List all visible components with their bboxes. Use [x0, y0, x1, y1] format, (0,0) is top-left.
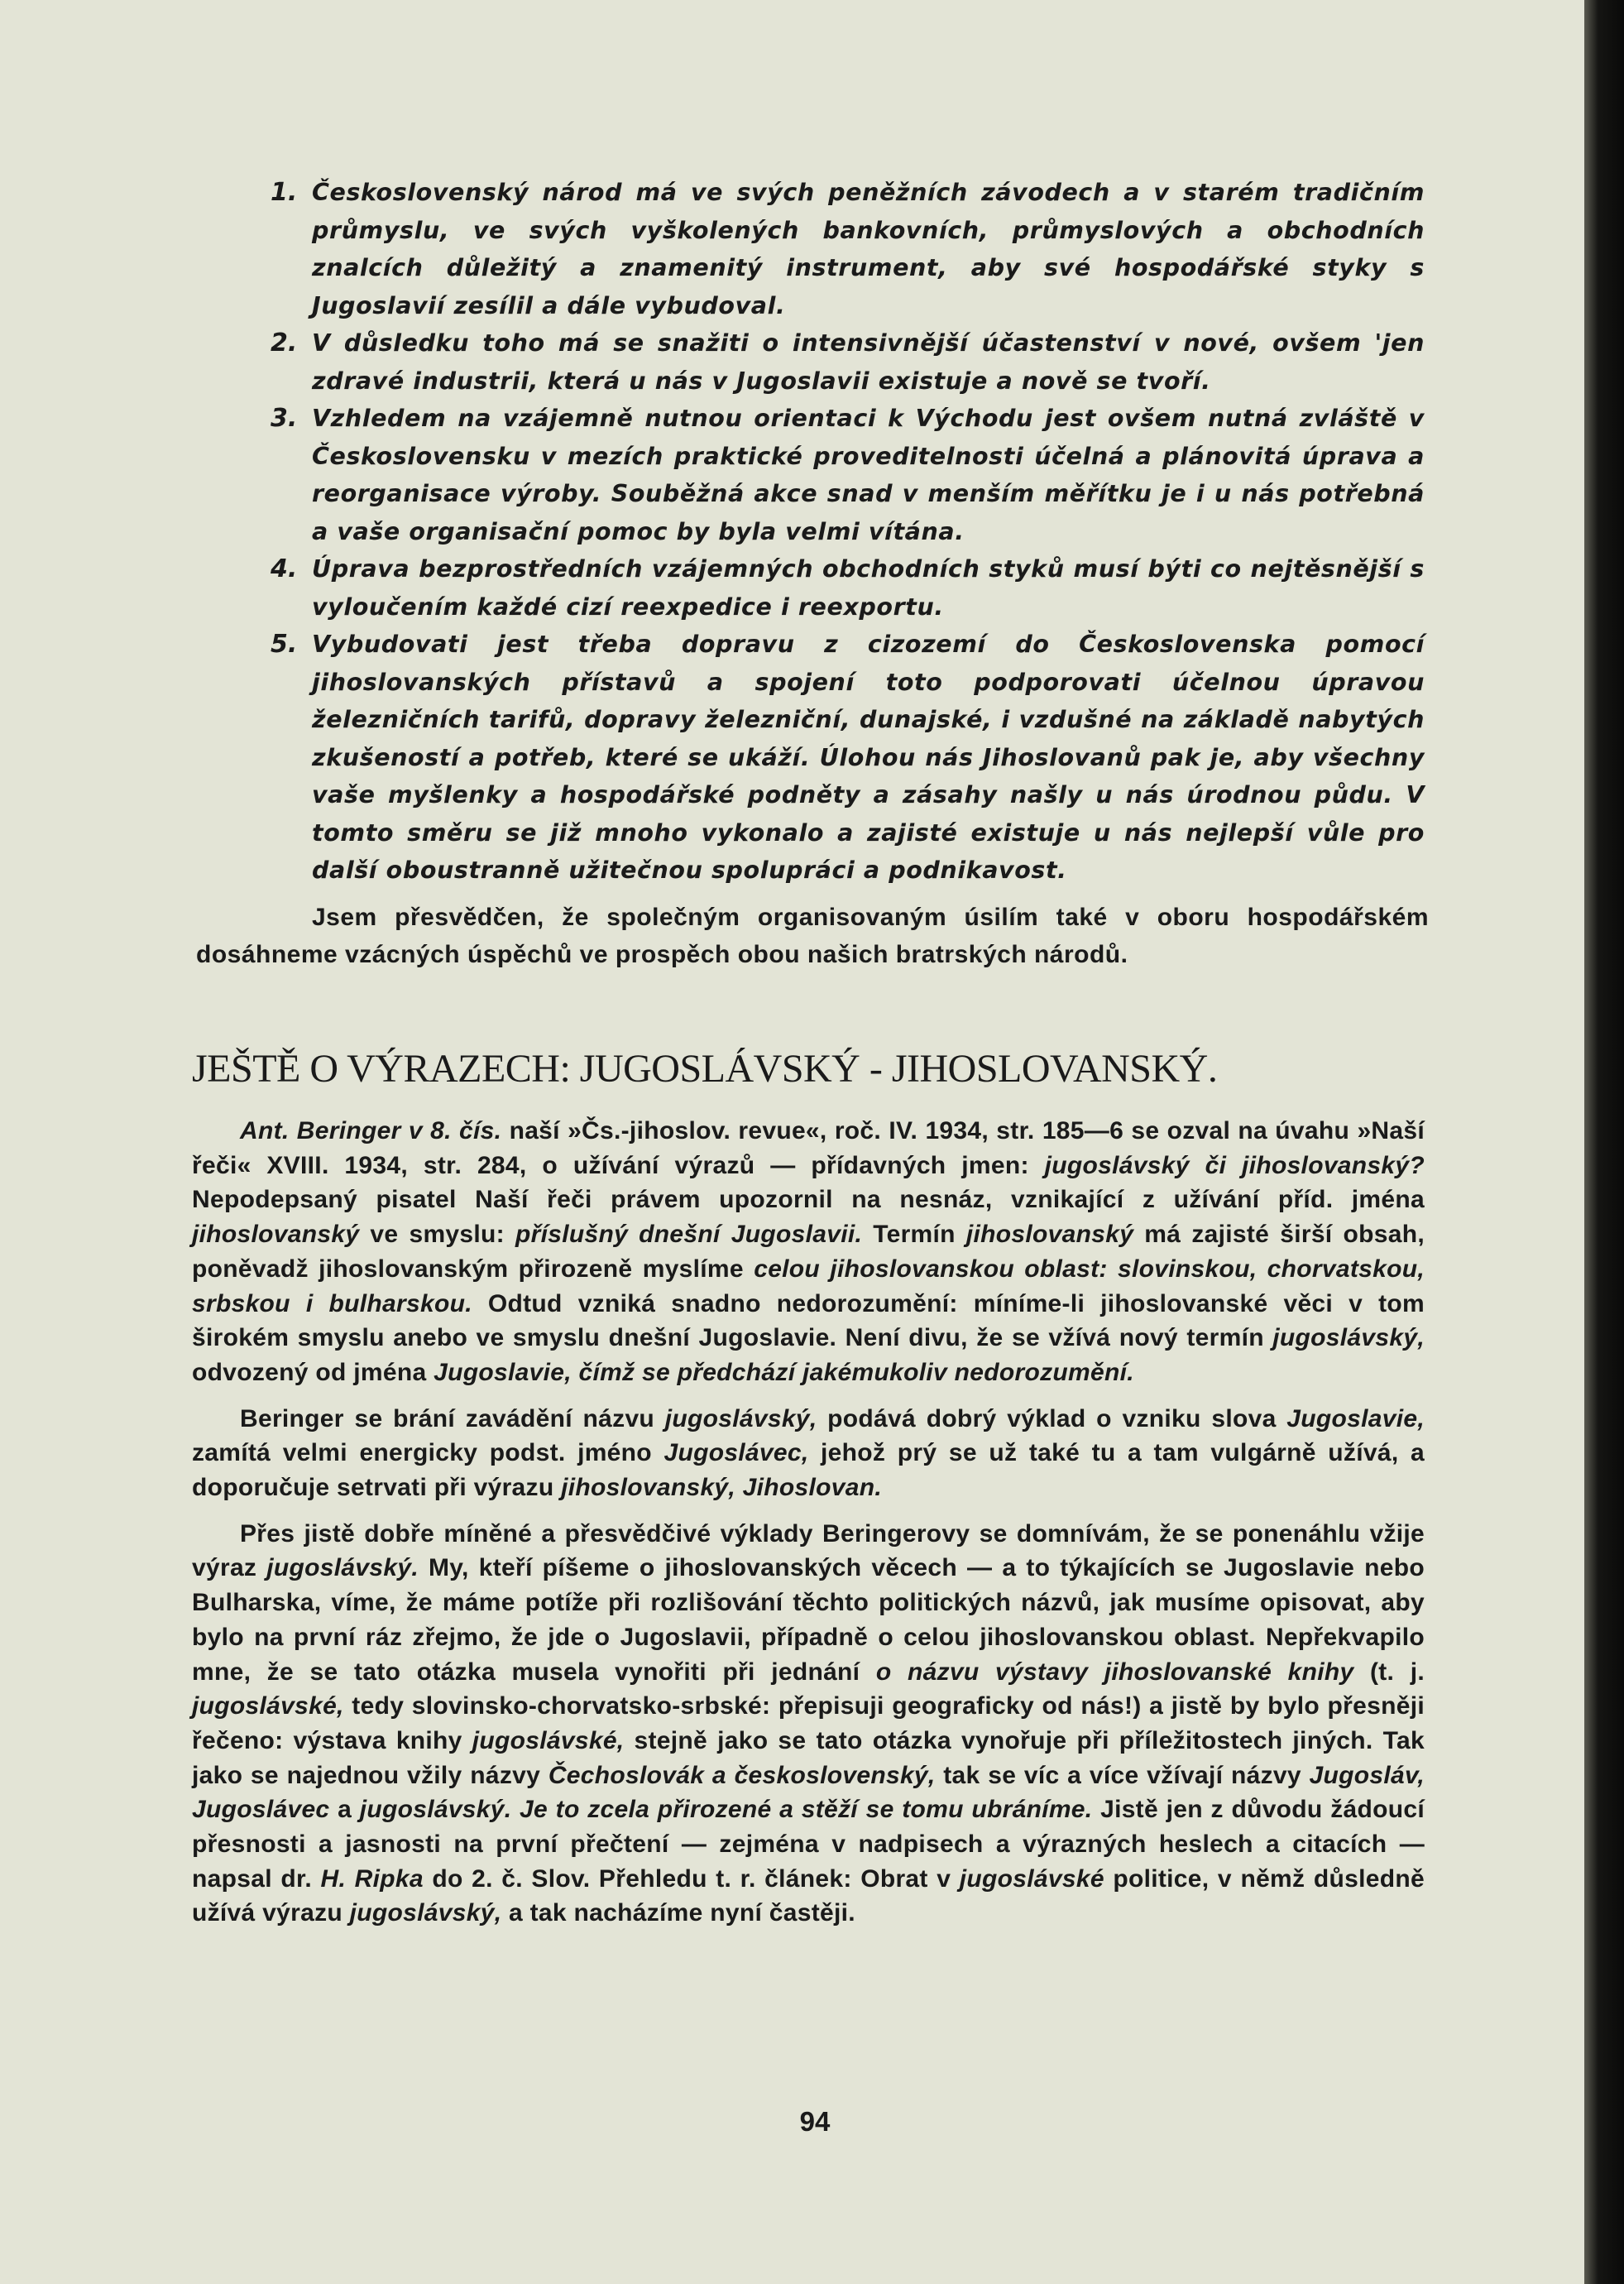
- text-run: (t. j.: [1353, 1658, 1425, 1686]
- text-run: Nepodepsaný pisatel Naší řeči právem upozornil na nesnáz, vznikající z užívání příd. jména: [192, 1186, 1425, 1214]
- italic-run: jugoslávský či jihoslovanský?: [1044, 1151, 1425, 1179]
- text-run: stejně jako se tato otázka vynořuje při příležitostech jiných. Tak jako se najednou vžily názvy: [192, 1726, 1425, 1789]
- list-item-number: 5.: [271, 630, 298, 659]
- numbered-list: [192, 174, 1425, 890]
- text-run: podává dobrý výklad o vzniku slova: [817, 1404, 1287, 1432]
- article-body: [192, 1114, 1425, 1942]
- closing-paragraph: Jsem přesvědčen, že společným organisovaným úsilím také v oboru hospodářském dosáhneme vzácných úspěchů ve prospěch obou našich bratrských národů.: [196, 904, 1429, 968]
- italic-run: celou jihoslovanskou oblast: slovinskou, chorvatskou, srbskou i bulharskou.: [192, 1255, 1425, 1317]
- italic-run: jugoslávský,: [349, 1899, 502, 1927]
- list-item: [192, 174, 1425, 324]
- article-paragraph: [192, 1402, 1425, 1505]
- page-number: 94: [799, 2106, 831, 2137]
- text-run: politice, v němž důsledně užívá výrazu: [192, 1864, 1425, 1927]
- article-title: JEŠTĚ O VÝRAZECH: JUGOSLÁVSKÝ - JIHOSLOVANSKÝ.: [192, 1047, 1218, 1091]
- text-run: Přes jistě dobře míněné a přesvědčivé výklady Beringerovy se domnívám, že se ponenáhlu vžije výraz: [192, 1519, 1425, 1582]
- list-item: [192, 324, 1425, 400]
- list-item-text: V důsledku toho má se snažiti o intensivnější účastenství v nové, ovšem 'jen zdravé industrii, která u nás v Jugoslavii existuje a nově se tvoří.: [312, 329, 1425, 395]
- text-run: My, kteří píšeme o jihoslovanských věcech — a to týkajících se Jugoslavie nebo Bulharska, víme, že máme potíže při rozlišování těchto politických názvů, jak musíme opisovat, aby bylo na první ráz zřejmo, že jde o Jugoslavii, případně o celou jihoslovanskou oblast. Nepřekvapilo mne, že se tato otázka musela vynořiti při jednání: [192, 1554, 1425, 1686]
- text-run: Beringer se brání zavádění názvu: [240, 1404, 665, 1432]
- list-item-number: 4.: [271, 554, 298, 583]
- italic-run: H. Ripka: [320, 1864, 424, 1893]
- italic-run: jugoslávské: [959, 1864, 1104, 1893]
- article-paragraph: [192, 1114, 1425, 1390]
- italic-run: jugoslávské,: [192, 1692, 344, 1720]
- italic-run: Jugoslavie,: [1286, 1404, 1425, 1432]
- italic-run: o názvu výstavy jihoslovanské knihy: [875, 1658, 1354, 1686]
- list-item-number: 2.: [271, 329, 298, 357]
- italic-run: jihoslovanský, Jihoslovan.: [561, 1474, 883, 1502]
- list-item-text: Československý národ má ve svých peněžních závodech a v starém tradičním průmyslu, ve svých vyškolených bankovních, průmyslových a obchodních znalcích důležitý a znamenitý instrument, aby své hospodářské styky s Jugoslavií zesílil a dále vybudoval.: [312, 179, 1425, 319]
- text-run: ve smyslu:: [359, 1221, 516, 1249]
- text-run: naší »Čs.-jihoslov. revue«, roč. IV. 1934, str. 185—6 se ozval na úvahu »Naší řeči« XVIII. 1934, str. 284, o užívání výrazů — přídavných jmen:: [192, 1117, 1425, 1179]
- text-run: Termín: [862, 1221, 966, 1249]
- italic-run: Ant. Beringer v 8. čís.: [240, 1117, 510, 1144]
- italic-run: jugoslávský.: [266, 1554, 419, 1582]
- text-run: jehož prý se už také tu a tam vulgárně užívá, a doporučuje setrvati při výrazu: [192, 1439, 1425, 1502]
- italic-run: jugoslávský. Je to zcela přirozené a stěží se tomu ubráníme.: [359, 1796, 1093, 1824]
- article-paragraph: [192, 1517, 1425, 1931]
- list-item: [192, 550, 1425, 626]
- text-run: tedy slovinsko-chorvatsko-srbské: přepisuji geograficky od nás!) a jistě by bylo přesněji řečeno: výstava knihy: [192, 1692, 1425, 1754]
- italic-run: jugoslávské,: [472, 1726, 625, 1754]
- italic-run: jihoslovanský: [965, 1221, 1134, 1249]
- list-item: [192, 626, 1425, 890]
- italic-run: Jugoslávec,: [663, 1439, 809, 1467]
- list-item: [192, 400, 1425, 550]
- text-run: Jistě jen z důvodu žádoucí přesnosti a jasnosti na první přečtení — zejména v nadpisech a výrazných heslech a citacích — napsal dr.: [192, 1796, 1425, 1893]
- list-item-text: Úprava bezprostředních vzájemných obchodních styků musí býti co nejtěsnější s vyloučením každé cizí reexpedice i reexportu.: [312, 555, 1425, 621]
- text-run: a tak nacházíme nyní častěji.: [501, 1899, 855, 1927]
- italic-run: Čechoslovák a československý,: [548, 1761, 936, 1789]
- text-run: a: [329, 1796, 360, 1824]
- text-run: do 2. č. Slov. Přehledu t. r. článek: Obrat v: [423, 1864, 960, 1893]
- italic-run: jugoslávský,: [664, 1404, 817, 1432]
- italic-run: Jugosláv, Jugoslávec: [192, 1761, 1425, 1824]
- text-run: má zajisté širší obsah, poněvadž jihoslovanským přirozeně myslíme: [192, 1221, 1425, 1283]
- text-run: zamítá velmi energicky podst. jméno: [192, 1439, 664, 1467]
- list-item-text: Vzhledem na vzájemně nutnou orientaci k Východu jest ovšem nutná zvláště v Československu v mezích praktické proveditelnosti účelná a plánovitá úprava a reorganisace výroby. Souběžná akce snad v menším měřítku je i u nás potřebná a vaše organisační pomoc by byla velmi vítána.: [312, 405, 1425, 545]
- list-item-text: Vybudovati jest třeba dopravu z cizozemí do Československa pomocí jihoslovanských přístavů a spojení toto podporovati účelnou úpravou železničních tarifů, dopravy železniční, dunajské, i vzdušné na základě nabytých zkušeností a potřeb, které se ukáží. Úlohou nás Jihoslovanů pak je, aby všechny vaše myšlenky a hospodářské podněty a zásahy našly u nás úrodnou půdu. V tomto směru se již mnoho vykonalo a zajisté existuje u nás nejlepší vůle pro další oboustranně užitečnou spolupráci a podnikavost.: [312, 631, 1425, 884]
- italic-run: Jugoslavie, čímž se předchází jakémukoliv nedorozumění.: [434, 1358, 1134, 1386]
- list-item-number: 1.: [271, 178, 298, 207]
- list-item-number: 3.: [271, 404, 298, 433]
- text-run: odvozený od jména: [192, 1358, 434, 1386]
- italic-run: jugoslávský,: [1272, 1324, 1425, 1352]
- book-spine-edge: [1584, 0, 1624, 2284]
- italic-run: příslušný dnešní Jugoslavii.: [515, 1221, 863, 1249]
- text-run: tak se víc a více vžívají názvy: [935, 1761, 1310, 1789]
- italic-run: jihoslovanský: [192, 1221, 360, 1249]
- text-run: Odtud vzniká snadno nedorozumění: míníme-li jihoslovanské věci v tom širokém smyslu anebo ve smyslu dnešní Jugoslavie. Není divu, že se vžívá nový termín: [192, 1289, 1425, 1352]
